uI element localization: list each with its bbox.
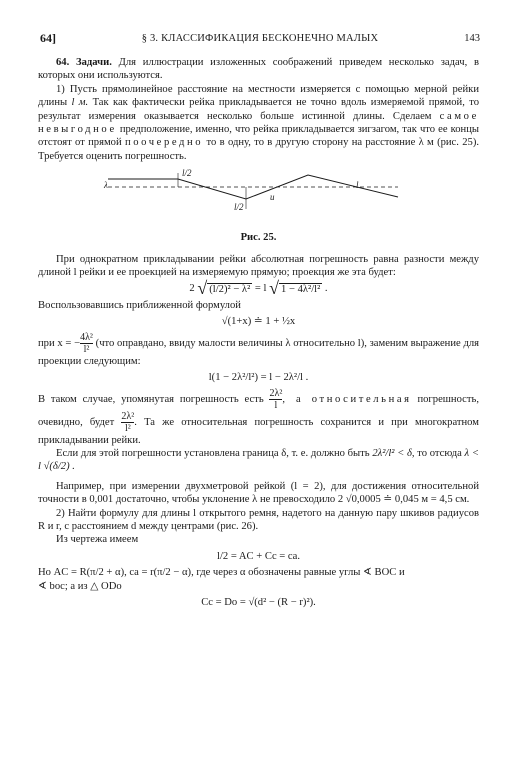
chapter-title: § 3. КЛАССИФИКАЦИЯ БЕСКОНЕЧНО МАЛЫХ bbox=[141, 33, 379, 44]
task-intro bbox=[38, 56, 479, 83]
p5-spaced: , а относительная bbox=[282, 393, 412, 405]
p4-den: l² bbox=[80, 343, 93, 355]
f1-eq: = l bbox=[254, 283, 267, 295]
p5-text-a: В таком случае, упомянутая погрешность есть bbox=[38, 393, 264, 405]
page-body bbox=[38, 56, 479, 613]
p4-text-b: (что оправдано, ввиду малости величины λ относительно l), заменим выражение для проекции следующим: bbox=[38, 337, 480, 367]
paragraph-9: Из чертежа имеем bbox=[56, 534, 139, 546]
task1-paragraph bbox=[38, 83, 479, 163]
f1-radicand: (l/2)² − λ² bbox=[209, 283, 251, 295]
task1-text-a: 1) Пусть прямолинейное расстояние на местности измеряется с помощью мерной рейки длины bbox=[38, 83, 479, 109]
p5-fraction-1 bbox=[269, 388, 282, 411]
formula-3: l(1 − 2λ²/l²) = l − 2λ²/l . bbox=[208, 372, 309, 384]
task1-text-b: Так как фактически рейка прикладывается не точно вдоль измеряемой прямой, то результат измерения оказывается несколько больше истинной длины. Сделаем bbox=[38, 97, 479, 122]
task-intro-text: Для иллюстрации изложенных соображений приведем несколько задач, в которых они используются. bbox=[38, 57, 479, 82]
p5-fraction-2 bbox=[121, 411, 134, 434]
p6-text-a: Если для этой погрешности установлена граница δ, т. е. должно быть bbox=[56, 448, 370, 460]
fig-label-half1: l/2 bbox=[182, 168, 192, 179]
p6-result: λ < l √(δ/2) . bbox=[38, 448, 479, 473]
paragraph-2: При однократном прикладывании рейки абсолютная погрешность равна разности между длиной l рейки и ее проекцией на измеряемую прямую; проекция же эта будет: bbox=[38, 253, 479, 279]
paragraph-10b: ∢ boc; а из △ ODo bbox=[38, 580, 122, 592]
p4-num: 4λ² bbox=[80, 331, 93, 343]
paragraph-7: Например, при измерении двухметровой рейкой (l = 2), для достижения относительной точности в 0,001 достаточно, чтобы уклонение λ не превосходило 2 √0,0005 ≐ 0,045 м = 4,5 см. bbox=[38, 480, 479, 506]
paragraph-4 bbox=[38, 332, 479, 368]
task1-length: l м. bbox=[71, 97, 89, 109]
page-number: 143 bbox=[464, 33, 480, 44]
paragraph-8: 2) Найти формулу для длины l открытого ремня, надетого на данную пару шкивов радиусов R и r, с расстоянием d между центрами (рис. 26). bbox=[38, 507, 479, 533]
task1-text-c: предположение, именно, что рейка прикладывается зигзагом, так что ее концы отстоят от прямой bbox=[38, 124, 479, 149]
p5-num: 2λ² bbox=[269, 387, 283, 399]
p5-text-c: . Та же относительная погрешность сохранится и при многократном прикладывании рейки. bbox=[38, 416, 479, 446]
formula-4: l/2 = AC + Cc = ca. bbox=[217, 550, 300, 562]
paragraph-5 bbox=[38, 388, 479, 447]
formula-5: Cc = Do = √(d² − (R − r)²). bbox=[201, 597, 316, 609]
fig-label-l: l bbox=[356, 180, 359, 191]
figure-25 bbox=[38, 169, 479, 225]
fig-label-lambda: λ bbox=[104, 180, 108, 191]
f1-coef: 2 bbox=[189, 283, 195, 295]
f1-radicand-2: 1 − 4λ²/l² bbox=[281, 283, 321, 295]
figure-caption: Рис. 25. bbox=[240, 232, 277, 244]
section-number: 64] bbox=[40, 31, 56, 45]
formula-2: √(1+x) ≐ 1 + ½x bbox=[221, 316, 296, 328]
formula-1: 2 √ (l/2)² − λ² = l √ 1 − 4λ²/l² . bbox=[189, 278, 328, 299]
p5-num2: 2λ² bbox=[121, 410, 135, 422]
p10-text-a: Но AC = R(π/2 + α), ca = r(π/2 − α), где через α обозначены равные углы ∢ BOC и bbox=[38, 567, 405, 579]
task1-spaced-1: самое невыгодное bbox=[38, 110, 479, 136]
p6-inequality: 2λ²/l² < δ, bbox=[372, 448, 415, 460]
paragraph-10 bbox=[38, 566, 479, 579]
task1-spaced-2: поочередно bbox=[124, 137, 204, 149]
p5-den2: l² bbox=[121, 422, 134, 434]
p4-text-a: при x = − bbox=[38, 337, 81, 349]
task-title: 64. Задачи. bbox=[56, 57, 112, 68]
p5-den: l bbox=[269, 399, 282, 411]
p4-fraction bbox=[80, 332, 93, 355]
running-header bbox=[40, 32, 480, 48]
fig-label-u: u bbox=[270, 192, 275, 203]
p5-text-b: погрешность, очевидно, будет bbox=[38, 393, 479, 428]
fig-label-half2: l/2 bbox=[234, 202, 244, 213]
p6-text-b: то отсюда bbox=[417, 448, 462, 460]
zigzag-diagram bbox=[98, 169, 418, 223]
paragraph-3: Воспользовавшись приближенной формулой bbox=[38, 300, 241, 312]
paragraph-6 bbox=[38, 447, 479, 474]
task1-text-d: то в одну, то в другую сторону на расстояние λ м (рис. 25). Требуется оценить погрешность. bbox=[38, 137, 479, 162]
